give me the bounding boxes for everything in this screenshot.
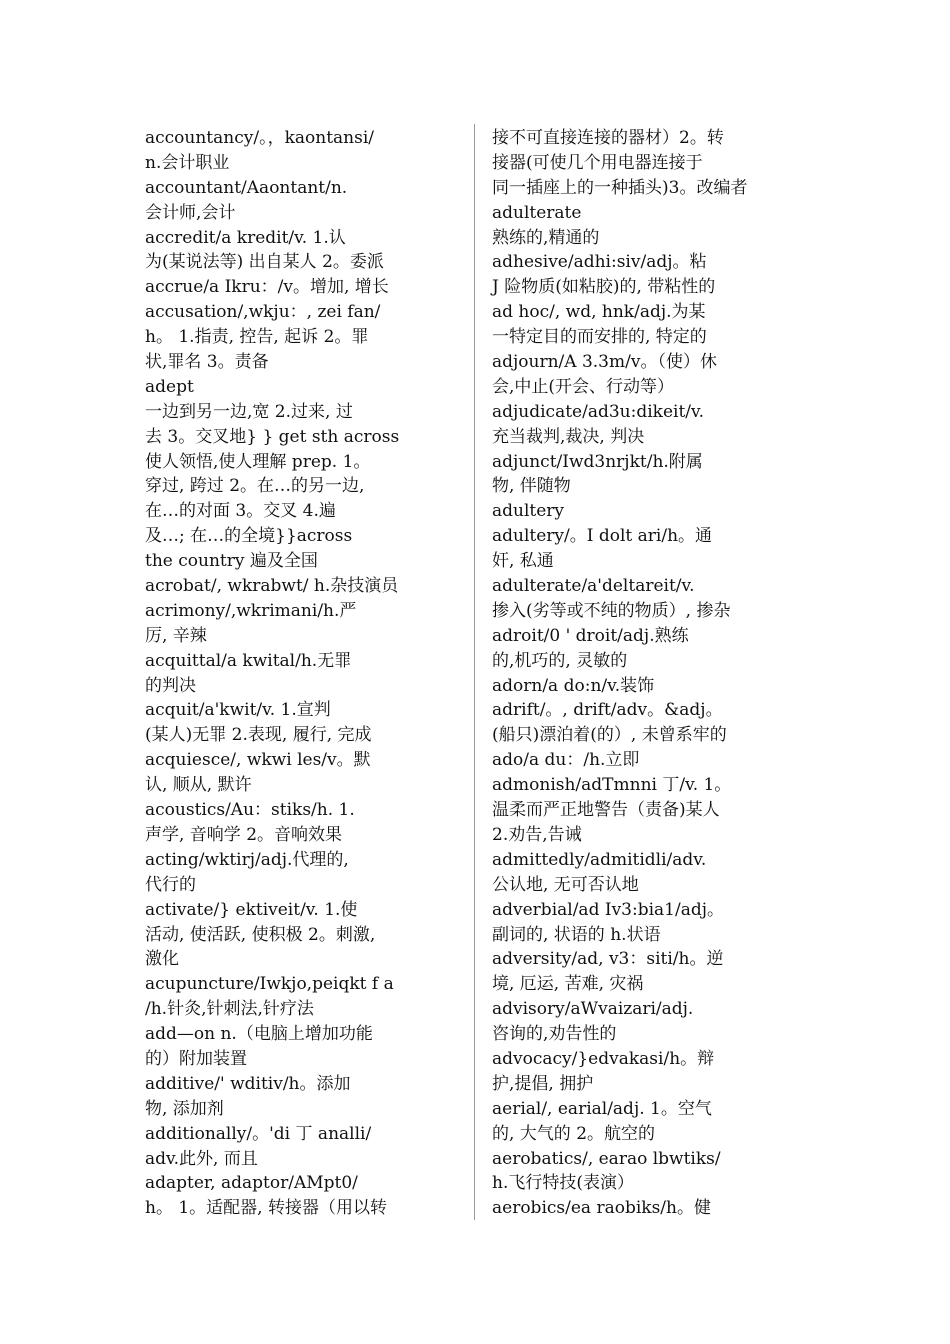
entry-line: adulterate (492, 202, 582, 223)
entry-line: 接器(可使几个用电器连接于 (492, 152, 703, 173)
entry-line: 为(某说法等) 出自某人 2。委派 (145, 252, 384, 273)
entry-line: 穿过, 跨过 2。在…的另一边, (145, 476, 365, 497)
entry-line: 2.劝告,告诫 (492, 824, 582, 845)
entry-line: acquit/a'kwit/v. 1.宣判 (145, 700, 331, 721)
entry-line: h。 1.指责, 控告, 起诉 2。罪 (145, 327, 369, 348)
entry-line: acquittal/a kwital/h.无罪 (145, 650, 352, 671)
entry-line: adhesive/adhi:siv/adj。粘 (492, 252, 707, 273)
entry-line: admittedly/admitidli/adv. (492, 849, 707, 870)
entry-line: accountant/Aaontant/n. (145, 177, 348, 198)
entry-line: adverbial/ad Iv3:bia1/adj。 (492, 899, 724, 920)
entry-line: 掺入(劣等或不纯的物质）, 掺杂 (492, 600, 731, 621)
entry-line: 及…; 在…的全境}}across (145, 526, 353, 547)
entry-line: 状,罪名 3。责备 (145, 352, 269, 373)
entry-line: n.会计职业 (145, 152, 230, 173)
entry-line: 一边到另一边,宽 2.过来, 过 (145, 401, 353, 422)
entry-line: 的判决 (145, 675, 196, 696)
entry-line: 充当裁判,裁决, 判决 (492, 426, 645, 447)
entry-line: 护,提倡, 拥护 (492, 1073, 594, 1094)
entry-line: admonish/adTmnni 丁/v. 1。 (492, 775, 732, 796)
entry-line: aerobatics/, earao lbwtiks/ (492, 1148, 721, 1169)
entry-line: adroit/0 ' droit/adj.熟练 (492, 625, 689, 646)
entry-line: 去 3。交叉地} } get sth across (145, 426, 400, 447)
entry-line: ado/a du：/h.立即 (492, 750, 640, 771)
entry-line: adapter, adaptor/AMpt0/ (145, 1173, 358, 1194)
entry-line: accredit/a kredit/v. 1.认 (145, 227, 346, 248)
entry-line: advisory/aWvaizari/adj. (492, 999, 694, 1020)
entry-line: adjourn/A 3.3m/v。（使）休 (492, 352, 717, 373)
entry-line: 声学, 音响学 2。音响效果 (145, 824, 343, 845)
entry-line: 厉, 辛辣 (145, 625, 207, 646)
entry-line: adultery/。I dolt ari/h。通 (492, 526, 713, 547)
entry-line: activate/} ektiveit/v. 1.使 (145, 899, 358, 920)
entry-line: 境, 厄运, 苦难, 灾祸 (492, 974, 644, 995)
entry-line: 温柔而严正地警告（责备)某人 (492, 800, 720, 821)
entry-line: acrimony/,wkrimani/h.严 (145, 600, 357, 621)
entry-line: accountancy/。，kaontansi/ (145, 128, 375, 148)
entry-line: advocacy/}edvakasi/h。辩 (492, 1048, 715, 1069)
entry-line: 使人领悟,使人理解 prep. 1。 (145, 451, 371, 472)
entry-line: acupuncture/Iwkjo,peiqkt f a (145, 974, 394, 995)
entry-line: 会,中止(开会、行动等） (492, 376, 675, 397)
entry-line: 在…的对面 3。交叉 4.遍 (145, 501, 336, 522)
entry-line: 物, 伴随物 (492, 476, 571, 497)
entry-line: 接不可直接连接的器材）2。转 (492, 128, 724, 148)
entry-line: h。 1。适配器, 转接器（用以转 (145, 1198, 387, 1219)
entry-line: adv.此外, 而且 (145, 1148, 258, 1169)
entry-line: 一特定目的而安排的, 特定的 (492, 327, 707, 348)
entry-line: adept (145, 376, 194, 397)
entry-line: adulterate/a'deltareit/v. (492, 576, 695, 597)
entry-line: 的,机巧的, 灵敏的 (492, 650, 628, 671)
entry-line: aerobics/ea raobiks/h。健 (492, 1198, 711, 1219)
entry-line: ad hoc/, wd, hnk/adj.为某 (492, 302, 706, 323)
entry-line: (船只)漂泊着(的）, 未曾系牢的 (492, 725, 727, 746)
entry-line: adorn/a do:n/v.装饰 (492, 675, 655, 696)
entry-line: adjunct/Iwd3nrjkt/h.附属 (492, 451, 703, 472)
entry-line: 公认地, 无可否认地 (492, 874, 639, 895)
entry-line: additionally/。'di 丁 analli/ (145, 1123, 372, 1144)
entry-line: acquiesce/, wkwi les/v。默 (145, 750, 371, 771)
entry-line: 激化 (145, 949, 179, 970)
entry-line: adultery (492, 501, 565, 522)
entry-line: add—on n.（电脑上增加功能 (145, 1024, 373, 1045)
entry-line: 的）附加装置 (145, 1048, 247, 1069)
entry-line: 物, 添加剂 (145, 1098, 224, 1119)
entry-line: adjudicate/ad3u:dikeit/v. (492, 401, 705, 422)
entry-line: /h.针灸,针刺法,针疗法 (145, 999, 314, 1020)
entry-line: (某人)无罪 2.表现, 履行, 完成 (145, 725, 372, 746)
entry-line: aerial/, earial/adj. 1。空气 (492, 1098, 712, 1119)
entry-line: 认, 顺从, 默许 (145, 775, 252, 796)
entry-line: adversity/ad, v3：siti/h。逆 (492, 949, 724, 970)
entry-line: 咨询的,劝告性的 (492, 1024, 617, 1045)
entry-line: acoustics/Au：stiks/h. 1. (145, 800, 355, 821)
entry-line: 副词的, 状语的 h.状语 (492, 924, 661, 945)
entry-line: 活动, 使活跃, 使积极 2。刺激, (145, 924, 376, 945)
entry-line: 奸, 私通 (492, 551, 554, 572)
entry-line: acting/wktirj/adj.代理的, (145, 849, 349, 870)
right-column (492, 126, 792, 1221)
left-column (145, 126, 445, 1221)
entry-line: accusation/,wkju：, zei fan/ (145, 302, 381, 323)
entry-line: additive/' wditiv/h。添加 (145, 1073, 351, 1094)
entry-line: the country 遍及全国 (145, 551, 318, 572)
entry-line: 同一插座上的一种插头)3。改编者 (492, 177, 748, 198)
entry-line: J 险物质(如粘胶)的, 带粘性的 (492, 277, 716, 298)
entry-line: h.飞行特技(表演） (492, 1173, 634, 1194)
entry-line: 代行的 (145, 874, 196, 895)
column-divider (474, 124, 475, 1220)
entry-line: 的, 大气的 2。航空的 (492, 1123, 656, 1144)
entry-line: adrift/。, drift/adv。&adj。 (492, 700, 723, 721)
entry-line: 熟练的,精通的 (492, 227, 600, 248)
entry-line: 会计师,会计 (145, 202, 236, 223)
entry-line: accrue/a Ikru：/v。增加, 增长 (145, 277, 389, 298)
entry-line: acrobat/, wkrabwt/ h.杂技演员 (145, 576, 399, 597)
